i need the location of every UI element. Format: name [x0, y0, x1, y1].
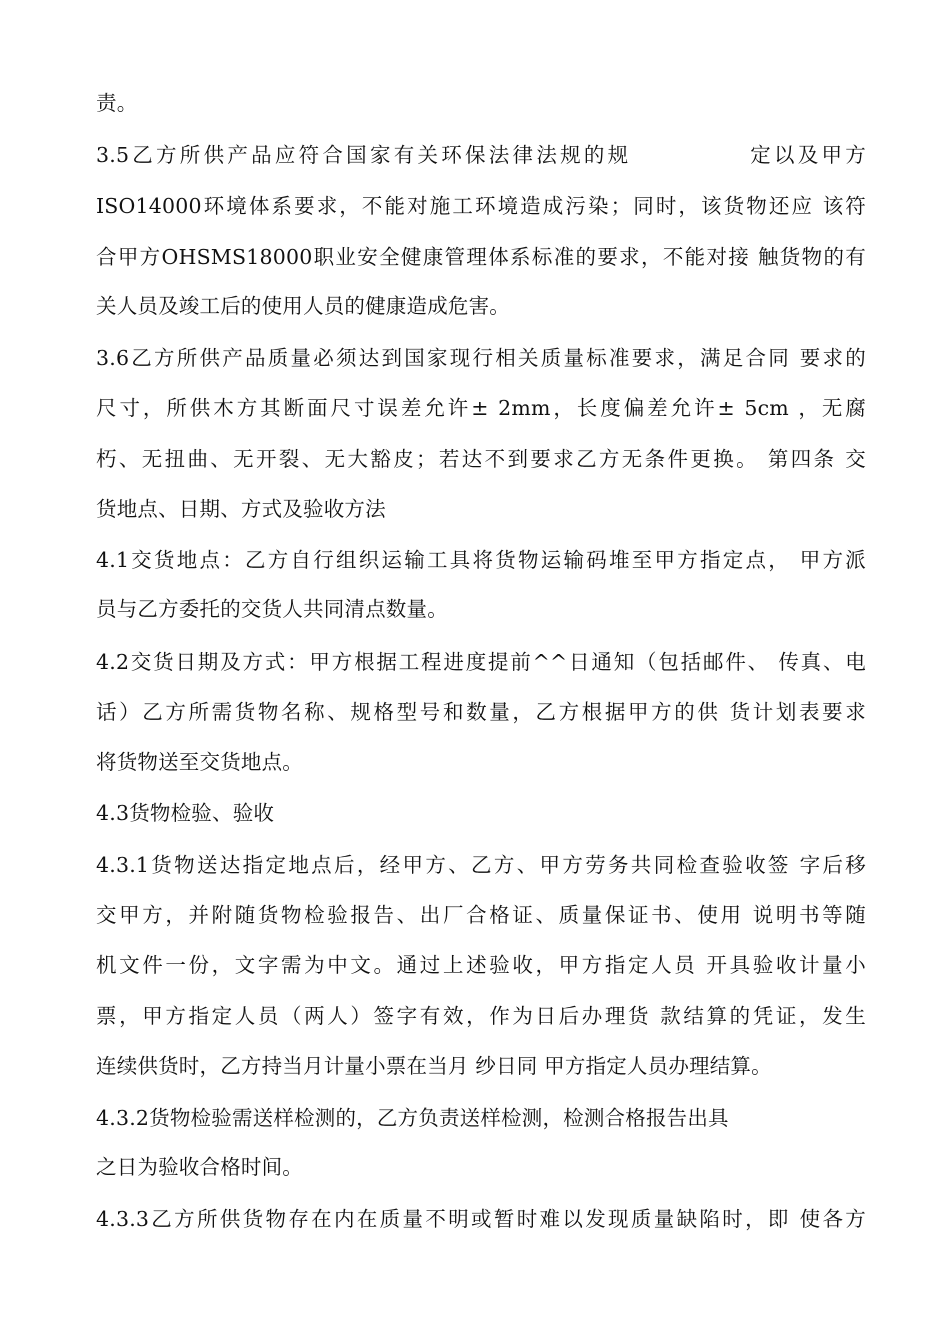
text-line: 关人员及竣工后的使用人员的健康造成危害。 [96, 294, 510, 318]
text-line: 机文件一份，文字需为中文。通过上述验收，甲方指定人员 开具验收计量小 [96, 953, 866, 977]
text-line: 货地点、日期、方式及验收方法 [96, 497, 386, 521]
text-line: 4.1交货地点：乙方自行组织运输工具将货物运输码堆至甲方指定点， 甲方派 [96, 548, 866, 572]
text-line: ISO14000环境体系要求，不能对施工环境造成污染；同时，该货物还应 该符 [96, 194, 866, 218]
text-line: 4.3.2货物检验需送样检测的，乙方负责送样检测，检测合格报告出具 [96, 1106, 729, 1130]
text-line: 连续供货时，乙方持当月计量小票在当月 纱日同 甲方指定人员办理结算。 [96, 1054, 772, 1078]
text-line: 4.3货物检验、验收 [96, 801, 275, 825]
text-line: 之日为验收合格时间。 [96, 1155, 303, 1179]
text-line: 4.2交货日期及方式：甲方根据工程进度提前^^日通知（包括邮件、 传真、电 [96, 650, 866, 674]
text-line: 票，甲方指定人员（两人）签字有效，作为日后办理货 款结算的凭证，发生 [96, 1004, 866, 1028]
text-line: 话）乙方所需货物名称、规格型号和数量，乙方根据甲方的供 货计划表要求 [96, 700, 866, 724]
text-line: 合甲方OHSMS18000职业安全健康管理体系标准的要求，不能对接 触货物的有 [96, 245, 866, 269]
text-line: 责。 [96, 91, 138, 115]
text-line: 3.6乙方所供产品质量必须达到国家现行相关质量标准要求，满足合同 要求的 [96, 346, 866, 370]
text-line: 尺寸，所供木方其断面尺寸误差允许± 2mm，长度偏差允许± 5cm ，无腐 [96, 396, 866, 420]
text-line: 4.3.3乙方所供货物存在内在质量不明或暂时难以发现质量缺陷时，即 使各方 [96, 1207, 866, 1231]
text-line: 员与乙方委托的交货人共同清点数量。 [96, 597, 448, 621]
text-line: 4.3.1货物送达指定地点后，经甲方、乙方、甲方劳务共同检查验收签 字后移 [96, 853, 866, 877]
text-line: 将货物送至交货地点。 [96, 750, 303, 774]
text-line: 交甲方，并附随货物检验报告、出厂合格证、质量保证书、使用 说明书等随 [96, 903, 866, 927]
text-line: 朽、无扭曲、无开裂、无大豁皮；若达不到要求乙方无条件更换。 第四条 交 [96, 447, 866, 471]
text-line: 3.5乙方所供产品应符合国家有关环保法律法规的规 定以及甲方 [96, 143, 866, 167]
